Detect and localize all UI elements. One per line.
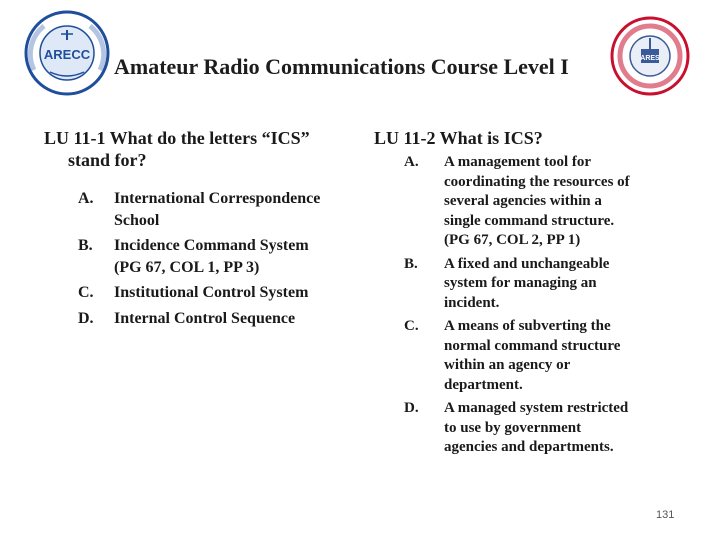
question-lu-11-1 [44, 127, 356, 333]
option-text: A fixed and unchangeable system for managing an incident. [444, 255, 610, 311]
option-text: Internal Control Sequence [114, 309, 296, 327]
answer-option-d [374, 399, 674, 458]
answer-option-d [44, 308, 356, 330]
question-lu-11-2 [374, 127, 674, 462]
ares-logo [610, 16, 690, 96]
option-letter: D. [78, 309, 94, 327]
option-letter: C. [78, 284, 94, 301]
page-title: Amateur Radio Communications Course Level I [114, 54, 569, 79]
option-text: Institutional Control System [114, 284, 309, 301]
answer-options [44, 188, 356, 329]
option-text: Incidence Command System (PG 67, COL 1, PP 3) [114, 237, 309, 276]
question-title [44, 127, 356, 171]
question-title: LU 11-2 What is ICS? [374, 128, 543, 148]
option-text: A means of subverting the normal command structure within an agency or department. [444, 318, 621, 393]
page-number: 131 [656, 509, 675, 521]
option-letter: B. [78, 237, 93, 254]
option-text: A management tool for coordinating the resources of several agencies within a single command structure. (PG 67, COL 2, PP 1) [444, 154, 630, 248]
question-title-line2: stand for? [68, 150, 147, 170]
answer-option-b [374, 255, 674, 314]
answer-option-b [44, 235, 356, 278]
answer-option-c [374, 317, 674, 395]
option-letter: D. [404, 400, 419, 416]
answer-option-a [374, 153, 674, 251]
option-text: International Correspondence School [114, 190, 321, 229]
option-letter: B. [404, 255, 418, 272]
option-letter: A. [78, 190, 94, 207]
question-title-line1: LU 11-1 What do the letters “ICS” [44, 128, 310, 148]
option-letter: A. [404, 154, 419, 170]
answer-option-c [44, 282, 356, 304]
arecc-logo [24, 10, 110, 96]
option-letter: C. [404, 318, 419, 334]
arecc-logo-text: ARECC [43, 47, 91, 62]
answer-options [374, 153, 674, 458]
ares-logo-text: ARES [640, 55, 660, 62]
answer-option-a [44, 188, 356, 231]
option-text: A managed system restricted to use by government agencies and departments. [444, 400, 629, 455]
